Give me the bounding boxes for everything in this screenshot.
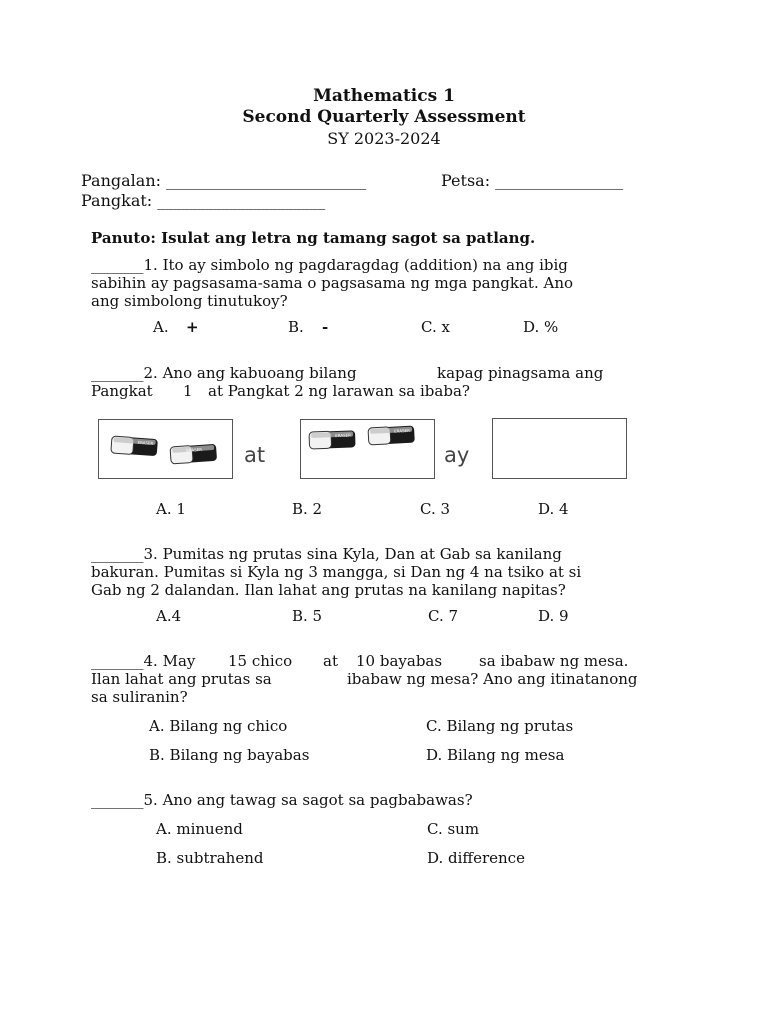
q1-choice-a-symbol: + [186,318,199,336]
eraser-icon [170,444,217,464]
q4-line-1b: 15 chico [228,652,293,670]
q1-choice-c: C. x [421,318,450,336]
name-field: Pangalan: _________________________ [81,171,367,190]
q4-line-1c: at [323,652,338,670]
q5-line: _______5. Ano ang tawag sa sagot sa pagbabawas? [91,791,473,809]
q4-line-2a: Ilan lahat ang prutas sa [91,670,272,688]
q4-choice-d: D. Bilang ng mesa [426,746,565,764]
q5-choice-a: A. minuend [156,820,243,838]
q1-choice-a-letter: A. [153,318,169,336]
q2-line-1b: kapag pinagsama ang [437,364,604,382]
q4-choice-a: A. Bilang ng chico [149,717,288,735]
q4-line-2b: ibabaw ng mesa? Ano ang itinatanong [347,670,638,688]
q1-choice-d: D. % [523,318,559,336]
answer-box [492,418,627,479]
instructions: Panuto: Isulat ang letra ng tamang sagot sa patlang. [91,229,536,247]
eraser-icon [368,426,415,445]
q4-choice-c: C. Bilang ng prutas [426,717,574,735]
q3-line-3: Gab ng 2 dalandan. Ilan lahat ang prutas na kanilang napitas? [91,581,566,599]
q3-line-2: bakuran. Pumitas si Kyla ng 3 mangga, si Dan ng 4 na tsiko at si [91,563,582,581]
q5-choice-b: B. subtrahend [156,849,264,867]
eraser-icon [309,430,356,449]
q1-line-2: sabihin ay pagsasama-sama o pagsasama ng mga pangkat. Ano [91,274,574,292]
q2-line-1a: _______2. Ano ang kabuoang bilang [91,364,357,382]
group-2-box [300,419,435,479]
q2-choice-b: B. 2 [292,500,323,518]
q3-choice-c: C. 7 [428,607,459,625]
q2-line-2c: at Pangkat 2 ng larawan sa ibaba? [208,382,470,400]
q2-line-2a: Pangkat [91,382,153,400]
q2-choice-d: D. 4 [538,500,569,518]
word-ay: ay [444,443,470,467]
q5-choice-c: C. sum [427,820,480,838]
q4-choice-b: B. Bilang ng bayabas [149,746,310,764]
q1-line-3: ang simbolong tinutukoy? [91,292,288,310]
q4-line-1d: 10 bayabas [356,652,443,670]
eraser-pair-1 [99,420,231,477]
group-1-box [98,419,233,479]
date-field: Petsa: ________________ [441,171,624,190]
q2-choice-c: C. 3 [420,500,451,518]
q1-choice-b-symbol: - [322,318,329,336]
svg-text:ERASER: ERASER [335,432,351,439]
eraser-pair-2 [301,420,433,477]
q4-line-1e: sa ibabaw ng mesa. [479,652,629,670]
eraser-icon [111,436,158,456]
q3-choice-a: A.4 [156,607,182,625]
q5-choice-d: D. difference [427,849,525,867]
q2-line-2b: 1 [183,382,193,400]
q1-choice-b-letter: B. [288,318,304,336]
svg-text:ERASER: ERASER [186,446,203,453]
q3-choice-b: B. 5 [292,607,323,625]
q2-choice-a: A. 1 [156,500,186,518]
group-field: Pangkat: _____________________ [81,191,326,210]
q4-line-3: sa suliranin? [91,688,188,706]
q4-line-1a: _______4. May [91,652,196,670]
document-title: Mathematics 1 [313,86,455,106]
svg-text:ERASER: ERASER [394,427,411,434]
svg-text:ERASER: ERASER [137,439,154,446]
q3-choice-d: D. 9 [538,607,569,625]
q1-line-1: _______1. Ito ay simbolo ng pagdaragdag (addition) na ang ibig [91,256,568,274]
q3-line-1: _______3. Pumitas ng prutas sina Kyla, Dan at Gab sa kanilang [91,545,562,563]
school-year: SY 2023-2024 [327,129,441,148]
document-subtitle: Second Quarterly Assessment [242,107,526,127]
word-at: at [244,443,266,467]
